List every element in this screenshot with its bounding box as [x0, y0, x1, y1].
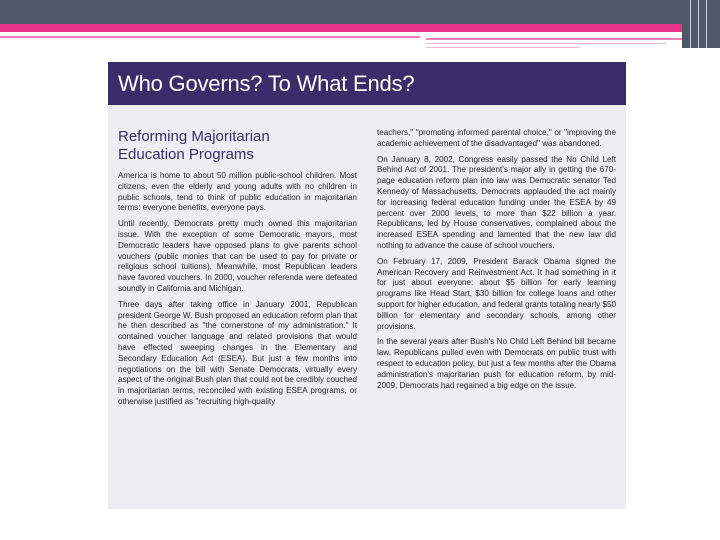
accent-line: [0, 36, 420, 38]
page-title: Who Governs? To What Ends?: [118, 70, 415, 96]
right-column: [377, 128, 616, 413]
accent-line: [426, 38, 682, 40]
edge-line: [690, 0, 691, 48]
edge-line: [706, 0, 707, 48]
document-page: [108, 62, 626, 509]
section-heading: [118, 128, 357, 164]
accent-line: [426, 43, 666, 44]
left-column: [118, 128, 357, 413]
paragraph: America is home to about 50 million public-school children. Most citizens, even the elderly and young adults with no children in public schools, tend to think of public education in majoritarian terms: everyone benefits, everyone pays.: [118, 171, 357, 213]
paragraph: On January 8, 2002, Congress easily passed the No Child Left Behind Act of 2001. The president's major ally in getting the 670-page education reform plan into law was Democratic senator Ted Kennedy of Massachusetts. Democrats applauded the act mainly for increasing federal education funding under the ESEA by 49 percent over 2000 levels, to more than $22 billion a year. Republicans, led by House conservatives, complained about the increased ESEA spending and lamented that the new law did nothing to advance the cause of school vouchers.: [377, 154, 616, 250]
top-bar-edge: [682, 0, 720, 48]
text-columns: [118, 128, 616, 413]
top-bar: [0, 0, 720, 24]
paragraph: teachers," "promoting informed parental choice," or "improving the academic achievement of the disadvantaged" was abandoned.: [377, 128, 616, 148]
section-heading-line2: Education Programs: [118, 146, 254, 163]
accent-band: [0, 24, 682, 32]
title-banner: [108, 62, 626, 105]
paragraph: Until recently, Democrats pretty much owned this majoritarian issue. With the exception of some Democratic mayors, most Democratic leaders have opposed plans to give parents school vouchers (public monies that can be used to pay for private or religious school tuitions). Meanwhile, most Republican leaders have favored vouchers. In 2000, voucher referenda were defeated soundly in California and Michigan.: [118, 219, 357, 293]
paragraph: Three days after taking office in January 2001, Republican president George W. Bush proposed an education reform plan that he then described as "the cornerstone of my administration." It contained voucher language and related provisions that would have effected sweeping changes in the Elementary and Secondary Education Act (ESEA). But just a few months into negotiations on the bill with Senate Democrats, virtually every aspect of the original Bush plan that could not be credibly couched in majoritarian terms, reconciled with existing ESEA programs, or otherwise justified as "recruiting high-quality: [118, 299, 357, 406]
paragraph: In the several years after Bush's No Child Left Behind bill became law, Republicans pulled even with Democrats on public trust with respect to education policy, but just a few months after the Obama administration's majoritarian push for education reform, by mid-2009, Democrats had regained a big edge on the issue.: [377, 337, 616, 390]
edge-line: [698, 0, 699, 48]
paragraph: On February 17, 2009, President Barack Obama signed the American Recovery and Reinvestment Act. It had something in it for just about everyone: about $5 billion for early learning programs like Head Start, $30 billion for college loans and other support for higher education, and federal grants totaling nearly $50 billion for elementary and secondary schools, among other provisions.: [377, 256, 616, 331]
section-heading-line1: Reforming Majoritarian: [118, 128, 270, 145]
accent-line: [426, 47, 580, 48]
